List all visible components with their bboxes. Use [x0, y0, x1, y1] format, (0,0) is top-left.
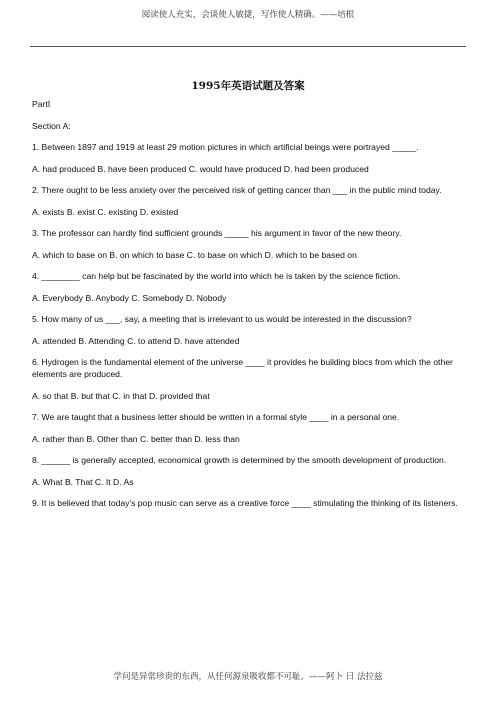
options-4: A. Everybody B. Anybody C. Somebody D. Nobody: [32, 292, 227, 303]
question-8: 8. ______ is generally accepted, economical growth is determined by the smooth development of production.: [32, 455, 447, 465]
options-2: A. exists B. exist C. existing D. existed: [32, 206, 179, 217]
document-body: [32, 98, 472, 519]
options-7: A. rather than B. Other than C. better than D. less than: [32, 433, 240, 444]
options-1: A. had produced B. have been produced C. would have produced D. had been produced: [32, 163, 369, 174]
question-7: 7. We are taught that a business letter should be written in a formal style ____ in a personal one.: [32, 412, 400, 422]
options-8: A. What B. That C. It D. As: [32, 476, 134, 487]
page-header: 阅读使人充实，会谈使人敏捷，写作使人精确。——培根: [141, 10, 355, 20]
page-footer: 学问是异常珍贵的东西，从任何源泉吸收都不可耻。——阿卜 日 法拉兹: [113, 672, 383, 682]
options-5: A. attended B. Attending C. to attend D. have attended: [32, 335, 240, 346]
question-9: 9. It is believed that today's pop music can serve as a creative force ____ stimulating the thinking of its listeners.: [32, 498, 458, 508]
question-1: 1. Between 1897 and 1919 at least 29 motion pictures in which artificial beings were portrayed _____.: [32, 142, 419, 152]
options-6: A. so that B. but that C. in that D. provided that: [32, 390, 210, 401]
section-heading: Section A:: [32, 120, 71, 131]
options-3: A. which to base on B. on which to base C. to base on which D. which to be based on: [32, 249, 357, 260]
question-2: 2. There ought to be less anxiety over the perceived risk of getting cancer than ___ in the public mind today.: [32, 185, 442, 195]
question-4: 4. ________ can help but be fascinated by the world into which he is taken by the science fiction.: [32, 271, 401, 281]
part-heading: PartⅠ: [32, 99, 51, 109]
header-divider: [30, 46, 466, 47]
question-5: 5. How many of us ___, say, a meeting that is irrelevant to us would be interested in the discussion?: [32, 314, 412, 324]
document-title: 1995年英语试题及答案: [191, 80, 305, 92]
question-3: 3. The professor can hardly find sufficient grounds _____ his argument in favor of the new theory.: [32, 228, 402, 238]
question-6: 6. Hydrogen is the fundamental element of the universe ____ it provides he building blocs from which the other elements are produced.: [32, 357, 453, 379]
